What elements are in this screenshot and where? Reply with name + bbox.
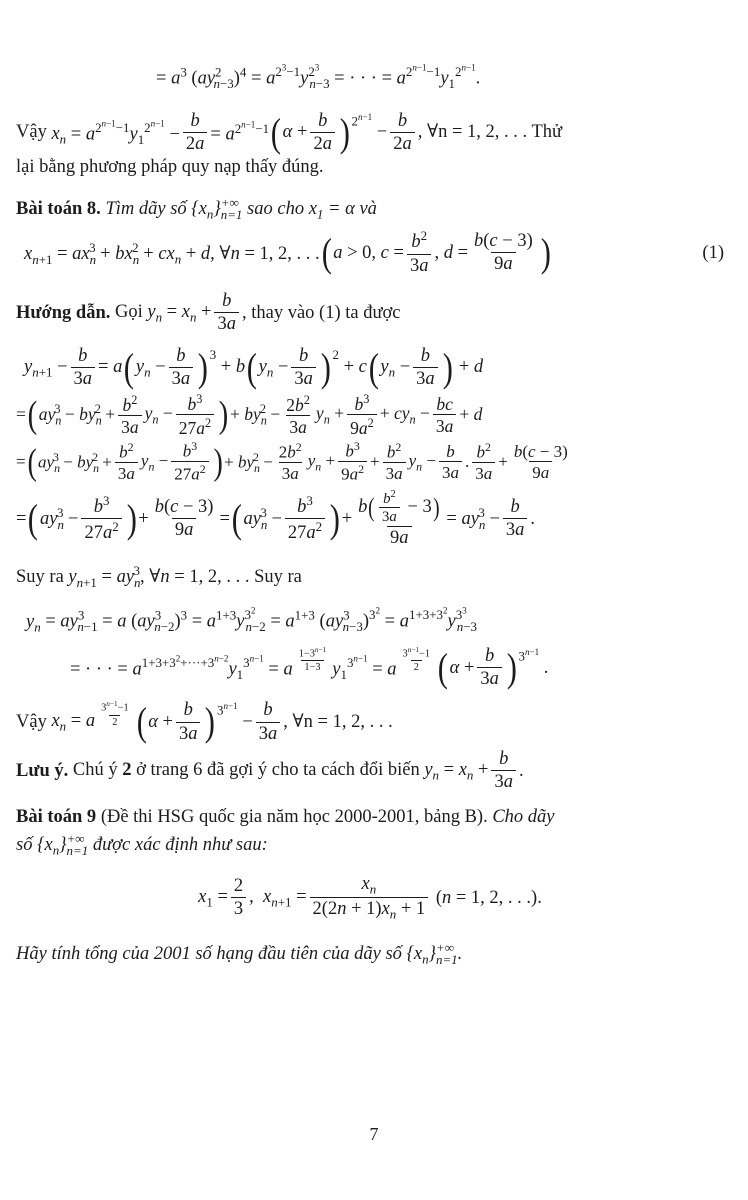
equation-line-1: = $a^3$ $(ay^2_{n-3})^4 = a^{2^3-1}y^{2^3}_{n-3}$ = · · · = $a^{2^{n-1}-1}y_1^{2^{n-1}}$.	[156, 63, 481, 92]
yn-equation-1: $y_n = ay^3_{n-1} = a$ $(ay^3_{n-2})^3 = a^{1+3}y^{3^2}_{n-2} = a^{1+3}$ $(ay^3_{n-3})^{3^2} = a^{1+3+3^2}y^{3^3}_{n-3}$	[26, 606, 477, 635]
problem-9-statement: Bài toán 9 (Đề thi HSG quốc gia năm học 2000-2001, bảng B). Cho dãy số $\{x_n\}^{+\infty}_{n=1}$ được xác định như sau:	[16, 807, 555, 859]
hint-equation-3: = ( $ay_n^3 - by_n^2$ + $\frac{b^2}{3a}$ $y_n$ − $\frac{b^3}{27a^2}$ ) + $by_n^2$ − $\frac{2b^2}{3a}$ $y_n$ + $\frac{b^3}{9a^2}$ + $\frac{b^2}{3a}$ $y_n$ − $\frac{b}{3a}$ . $\frac{b^2}{3a}$ + $\frac{b(c - 3)}{9a}$	[16, 439, 568, 484]
problem-9-label: Bài toán 9	[16, 807, 97, 828]
conclusion-continuation: lại bằng phương pháp quy nạp thấy đúng.	[16, 157, 324, 178]
equation-tag-1: (1)	[702, 242, 724, 263]
conclusion-forall: ∀n = 1, 2, . . . Thử	[426, 122, 563, 143]
conclusion-line-2: Vậy $x_n = a$ $^{\frac{3^{n-1}-1}{2}}$ ( α + $\frac{b}{3a}$ ) $^{3^{n-1}}$ − $\frac{b}{3a}$ , ∀n = 1, 2, . . .	[16, 699, 393, 745]
problem-9-text-1: Cho dãy	[492, 807, 555, 828]
hint-line: Hướng dẫn. Gọi $y_n = x_n$ + $\frac{b}{3a}$ , thay vào (1) ta được	[16, 291, 401, 335]
problem-8-equation: $x_{n+1} = ax_n^3 + bx_n^2 + cx_n + d$, ∀n = 1, 2, . . . ( a > 0, c = $\frac{b^2}{3a}$ , d = $\frac{b(c - 3)}{9a}$ ) (1)	[24, 228, 724, 276]
page-number: 7	[369, 1124, 379, 1144]
note-line: Lưu ý. Chú ý 2 ở trang 6 đã gợi ý cho ta cách đổi biến $y_n = x_n$ + $\frac{b}{3a}$ .	[16, 748, 524, 793]
problem-9-question: Hãy tính tổng của 2001 số hạng đầu tiên của dãy số $\{x_n\}^{+\infty}_{n=1}$.	[16, 939, 463, 967]
hint-equation-2: = ( $ay_n^3 - by_n^2$ + $\frac{b^2}{3a}$ $y_n$ − $\frac{b^3}{27a^2}$ ) + $by_n^2$ − $\frac{2b^2}{3a}$ $y_n$ + $\frac{b^3}{9a^2}$ + $cy_n$ − $\frac{bc}{3a}$ + d	[16, 392, 483, 438]
problem-9-equation: $x_1$ = $\frac{2}{3}$ , $x_{n+1}$ = $\frac{x_n}{2(2n + 1)x_n + 1}$ (n = 1, 2, . . .).	[198, 873, 542, 922]
hint-label: Hướng dẫn.	[16, 302, 111, 323]
conclusion-line: Vậy $x_n = a^{2^{n-1}-1}y_1^{2^{n-1}}$ − $\frac{b}{2a}$ = $a^{2^{n-1}-1}$ ( α + $\frac{b}{2a}$ ) $^{2^{n-1}}$ − $\frac{b}{2a}$ , ∀n = 1, 2, . . . Thử	[16, 109, 563, 155]
problem-8-statement: Bài toán 8. Tìm dãy số $\{x_n\}^{+\infty}_{n=1}$ sao cho $x_1 = \alpha$ và	[16, 195, 377, 222]
hint-equation-4: = ( $ay_n^3$ − $\frac{b^3}{27a^2}$ ) + $\frac{b(c - 3)}{9a}$ = ( $ay_n^3$ − $\frac{b^3}{27a^2}$ ) + b( $\frac{b^2}{3a}$ − 3) 9a = $ay_n^3$ − $\frac{b}{3a}$ .	[16, 488, 536, 549]
yn-equation-2: = · · · = $a^{1+3+3^2+\cdot\cdot\cdot+3^{n-2}}y_1^{3^{n-1}} = a$ $^{\frac{1-3^{n-1}}{1-3}}$ $y_1^{3^{n-1}} = a$ $^{\frac{3^{n-1}-1}{2}}$ ( α + $\frac{b}{3a}$ ) $^{3^{n-1}}$ .	[70, 644, 549, 690]
conclusion-prefix: Vậy	[16, 122, 47, 143]
problem-9-source: (Đề thi HSG quốc gia năm học 2000-2001, bảng B).	[100, 807, 488, 828]
suy-ra-line: Suy ra $y_{n+1} = ay_n^3$, ∀n = 1, 2, . . . Suy ra	[16, 562, 302, 590]
note-label: Lưu ý.	[16, 760, 69, 781]
conclusion-2-forall: ∀n = 1, 2, . . .	[292, 712, 393, 733]
hint-equation-1: $y_{n+1}$ − $\frac{b}{3a}$ = a ( $y_n$ − $\frac{b}{3a}$ ) $^3$ + b ( $y_n$ − $\frac{b}{3a}$ ) $^2$ + c ( $y_n$ − $\frac{b}{3a}$ ) + d	[24, 344, 484, 390]
problem-8-label: Bài toán 8.	[16, 199, 101, 220]
conclusion-2-prefix: Vậy	[16, 712, 47, 733]
